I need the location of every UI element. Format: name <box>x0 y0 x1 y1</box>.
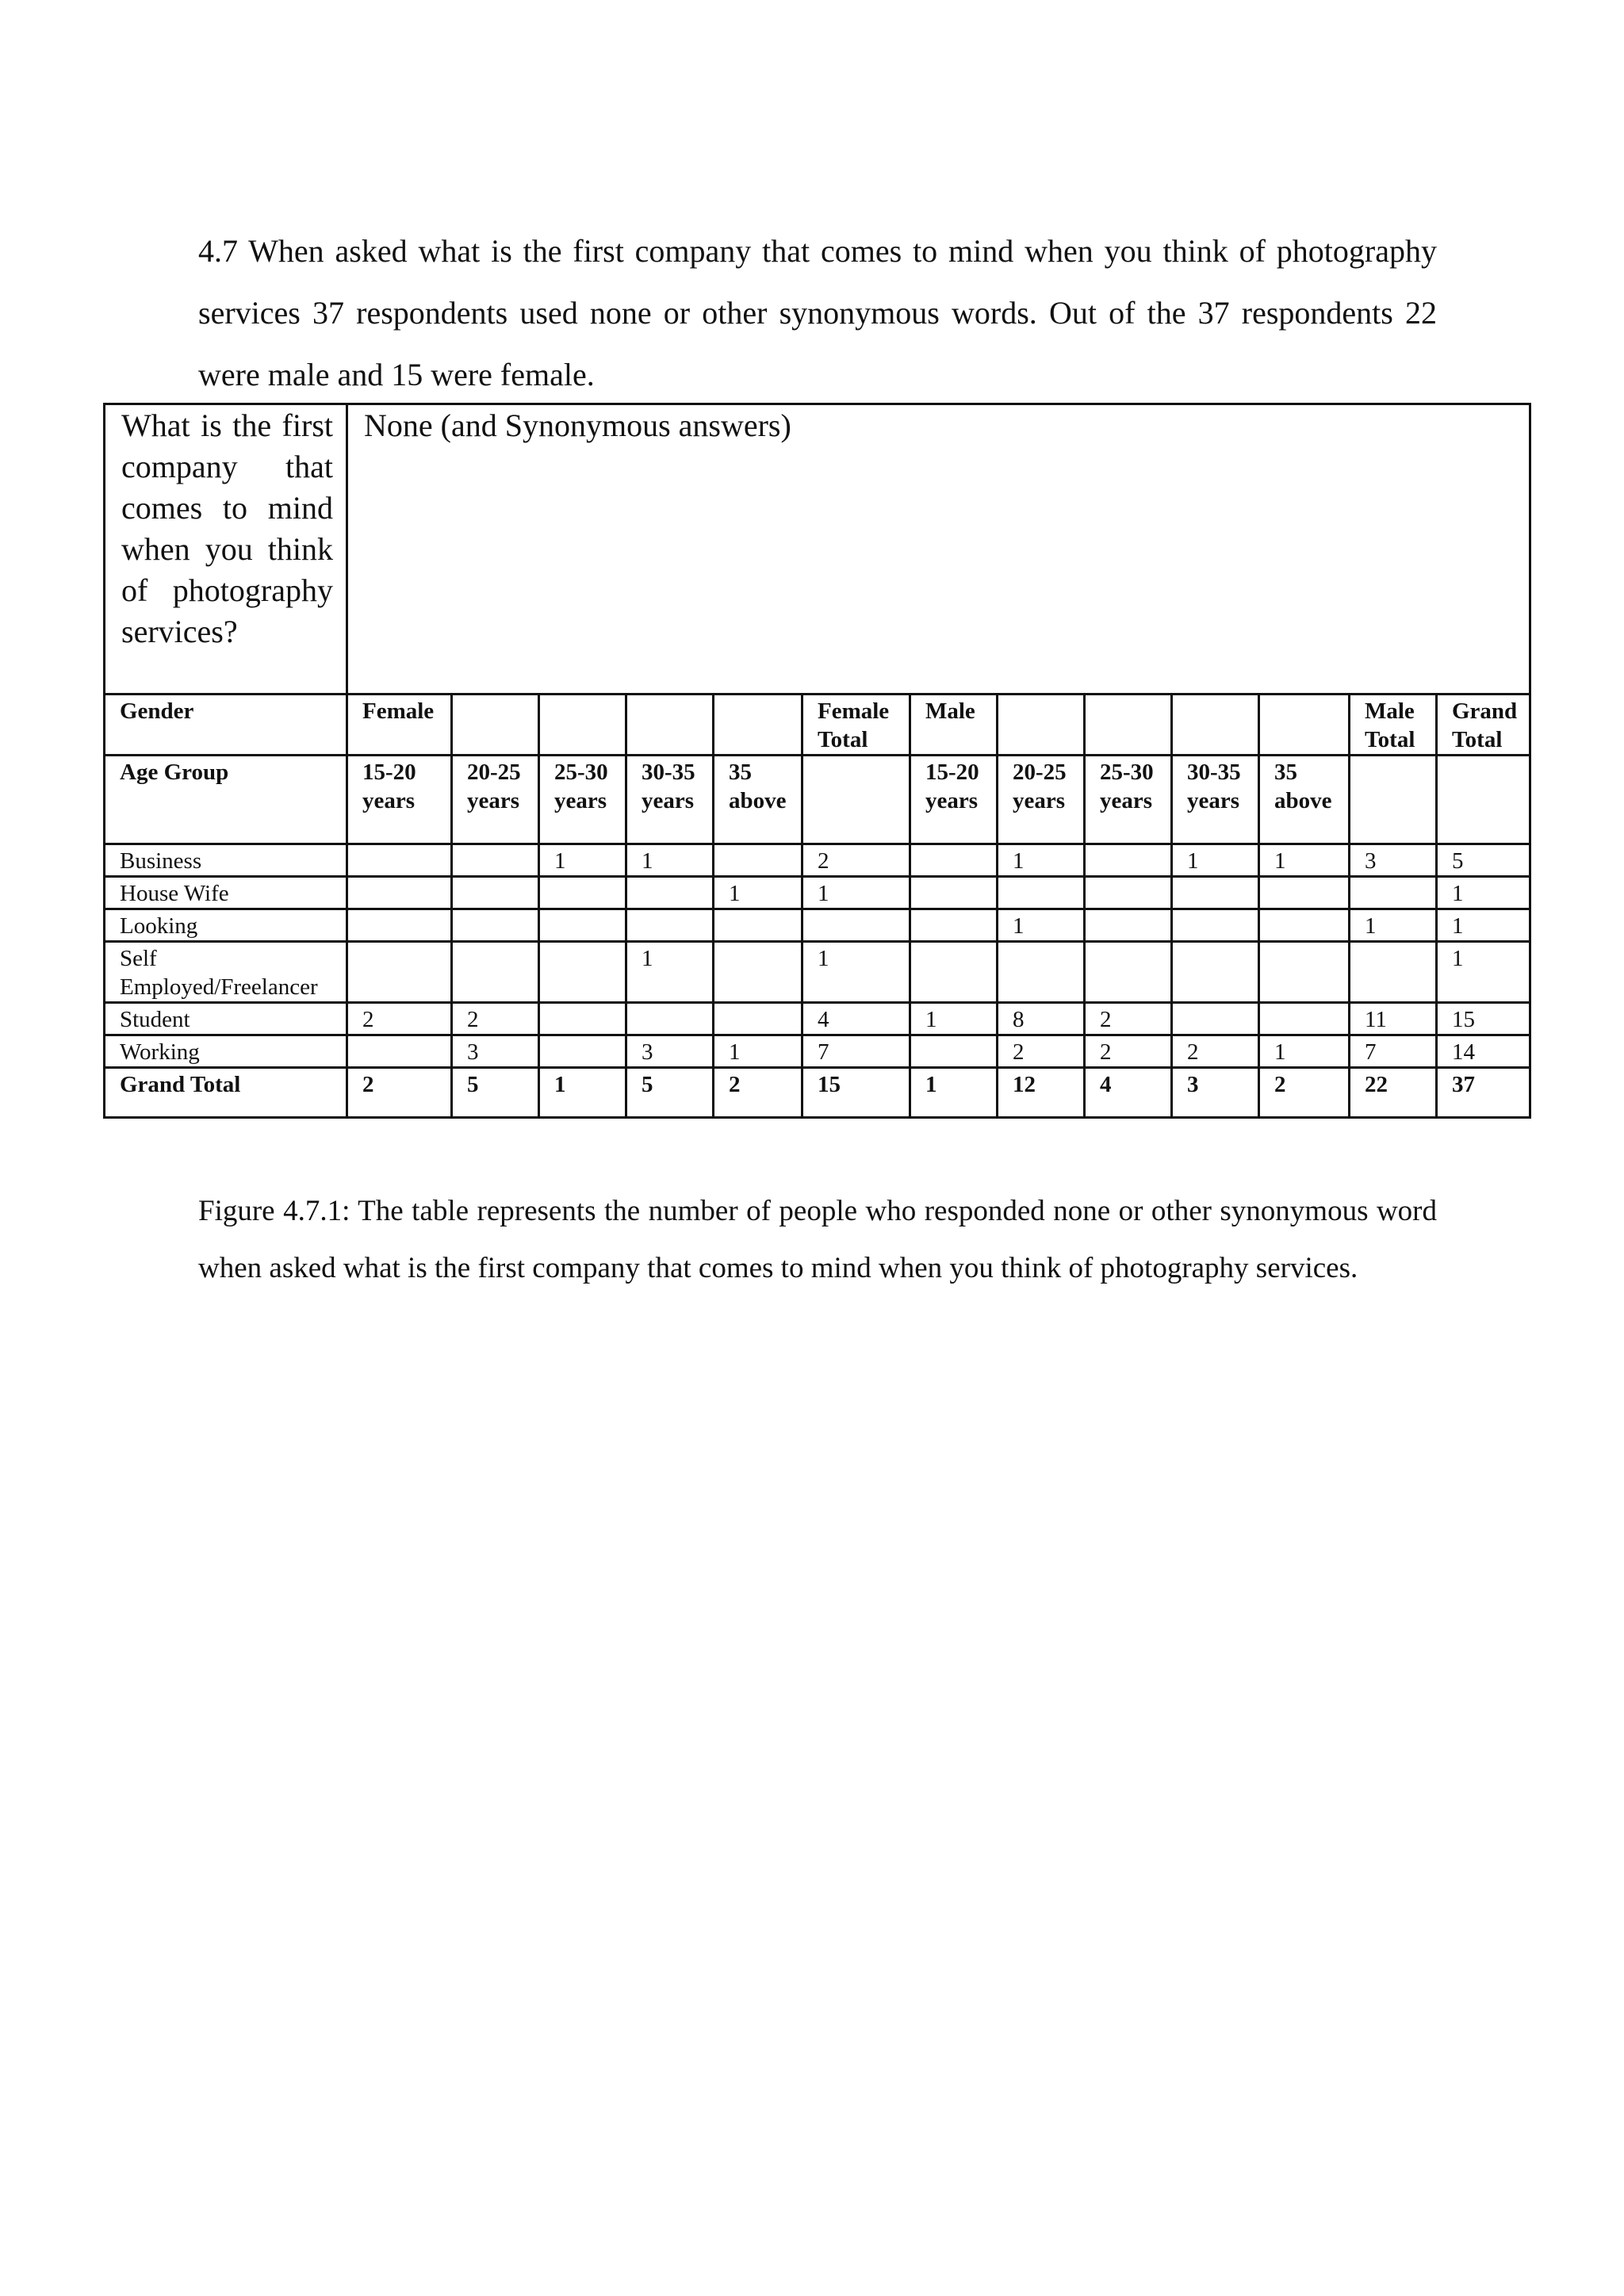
table-cell <box>347 909 452 942</box>
table-row <box>105 1003 1530 1035</box>
table-cell <box>1259 877 1350 909</box>
header-cell: 30-35 years <box>626 756 714 844</box>
header-cell: 35 above <box>714 756 802 844</box>
table-cell: 2 <box>1172 1035 1259 1068</box>
header-cell: Age Group <box>105 756 347 844</box>
row-label: Self Employed/Freelancer <box>105 942 347 1003</box>
table-cell: 1 <box>998 844 1085 877</box>
table-cell: 1 <box>1437 942 1530 1003</box>
table-cell: 3 <box>626 1035 714 1068</box>
figure-caption: Figure 4.7.1: The table represents the number of people who responded none or other synonymous word when asked what is the first company that comes to mind when you think of photography services. <box>198 1195 1437 1284</box>
table-cell <box>910 942 998 1003</box>
gender-header-row <box>105 695 1530 756</box>
header-cell <box>452 695 539 756</box>
total-cell: Grand Total <box>105 1068 347 1118</box>
table-cell: 1 <box>1350 909 1437 942</box>
table-cell <box>626 1003 714 1035</box>
table-cell: 1 <box>1172 844 1259 877</box>
header-cell: 20-25 years <box>452 756 539 844</box>
header-cell <box>802 756 910 844</box>
table-cell: 2 <box>1085 1003 1172 1035</box>
table-cell: 2 <box>452 1003 539 1035</box>
table-cell <box>1350 877 1437 909</box>
table-cell <box>539 942 626 1003</box>
table-cell: 2 <box>347 1003 452 1035</box>
header-cell: 20-25 years <box>998 756 1085 844</box>
total-cell: 2 <box>347 1068 452 1118</box>
header-cell: Gender <box>105 695 347 756</box>
table-cell <box>1259 942 1350 1003</box>
table-cell <box>714 844 802 877</box>
table-cell: 7 <box>1350 1035 1437 1068</box>
table-cell: 1 <box>626 844 714 877</box>
header-cell <box>1350 756 1437 844</box>
table-cell <box>1085 844 1172 877</box>
grand-total-row <box>105 1068 1530 1118</box>
table-cell <box>998 942 1085 1003</box>
age-group-header-row <box>105 756 1530 844</box>
table-cell <box>347 942 452 1003</box>
table-cell <box>539 909 626 942</box>
row-label: Business <box>105 844 347 877</box>
table-cell <box>910 844 998 877</box>
row-label: House Wife <box>105 877 347 909</box>
table-cell: 1 <box>998 909 1085 942</box>
table-cell: 11 <box>1350 1003 1437 1035</box>
total-cell: 3 <box>1172 1068 1259 1118</box>
header-cell <box>1259 695 1350 756</box>
table-cell <box>1259 909 1350 942</box>
table-cell <box>452 942 539 1003</box>
header-cell: Female Total <box>802 695 910 756</box>
table-cell <box>1172 1003 1259 1035</box>
table-cell <box>1172 877 1259 909</box>
row-label: Student <box>105 1003 347 1035</box>
header-cell <box>714 695 802 756</box>
total-cell: 2 <box>714 1068 802 1118</box>
header-cell: 35 above <box>1259 756 1350 844</box>
header-cell: 25-30 years <box>539 756 626 844</box>
table-cell: 3 <box>1350 844 1437 877</box>
table-cell: 1 <box>802 942 910 1003</box>
table-cell: 4 <box>802 1003 910 1035</box>
table-cell <box>626 877 714 909</box>
header-cell <box>1085 695 1172 756</box>
row-label: Working <box>105 1035 347 1068</box>
table-cell: 3 <box>452 1035 539 1068</box>
table-cell <box>714 909 802 942</box>
table-cell <box>802 909 910 942</box>
table-cell <box>714 942 802 1003</box>
table-cell: 1 <box>1259 844 1350 877</box>
table-cell: 2 <box>998 1035 1085 1068</box>
total-cell: 15 <box>802 1068 910 1118</box>
header-cell: 30-35 years <box>1172 756 1259 844</box>
total-cell: 12 <box>998 1068 1085 1118</box>
table-cell <box>910 877 998 909</box>
row-label: Looking <box>105 909 347 942</box>
total-cell: 4 <box>1085 1068 1172 1118</box>
answer-cell: None (and Synonymous answers) <box>347 404 1530 695</box>
table-cell <box>1259 1003 1350 1035</box>
table-cell <box>1350 942 1437 1003</box>
header-cell: Male Total <box>1350 695 1437 756</box>
total-cell: 5 <box>452 1068 539 1118</box>
header-cell <box>998 695 1085 756</box>
table-cell: 15 <box>1437 1003 1530 1035</box>
table-cell <box>452 909 539 942</box>
header-cell: Female <box>347 695 452 756</box>
header-cell <box>1437 756 1530 844</box>
table-cell: 1 <box>1437 877 1530 909</box>
table-row <box>105 844 1530 877</box>
table-row <box>105 877 1530 909</box>
table-cell: 1 <box>1259 1035 1350 1068</box>
table-cell <box>1085 909 1172 942</box>
header-cell <box>1172 695 1259 756</box>
total-cell: 5 <box>626 1068 714 1118</box>
table-cell: 1 <box>802 877 910 909</box>
header-cell <box>626 695 714 756</box>
table-cell <box>347 1035 452 1068</box>
header-cell <box>539 695 626 756</box>
header-cell: 15-20 years <box>347 756 452 844</box>
table-cell: 1 <box>539 844 626 877</box>
table-cell: 2 <box>1085 1035 1172 1068</box>
table-cell <box>347 877 452 909</box>
table-row <box>105 942 1530 1003</box>
table-cell <box>539 1035 626 1068</box>
table-row <box>105 1035 1530 1068</box>
table-cell <box>452 844 539 877</box>
table-cell: 1 <box>626 942 714 1003</box>
table-cell <box>452 877 539 909</box>
table-cell <box>910 1035 998 1068</box>
intro-paragraph: 4.7 When asked what is the first company that comes to mind when you think of photography services 37 respondents used none or other synonymous words. Out of the 37 respondents 22 were male and 15 were female. <box>198 233 1437 392</box>
total-cell: 2 <box>1259 1068 1350 1118</box>
total-cell: 1 <box>539 1068 626 1118</box>
total-cell: 37 <box>1437 1068 1530 1118</box>
table-cell <box>539 1003 626 1035</box>
table-body <box>105 844 1530 1068</box>
table-cell: 8 <box>998 1003 1085 1035</box>
table-cell <box>1172 909 1259 942</box>
table-cell: 1 <box>910 1003 998 1035</box>
table-cell <box>626 909 714 942</box>
table-cell: 1 <box>714 1035 802 1068</box>
table-cell <box>1085 942 1172 1003</box>
table-cell <box>1172 942 1259 1003</box>
header-cell: Male <box>910 695 998 756</box>
table-cell: 1 <box>1437 909 1530 942</box>
table-cell <box>347 844 452 877</box>
question-cell: What is the first company that comes to mind when you think of photography services? <box>105 404 347 695</box>
table-cell <box>714 1003 802 1035</box>
table-cell: 2 <box>802 844 910 877</box>
total-cell: 22 <box>1350 1068 1437 1118</box>
header-cell: Grand Total <box>1437 695 1530 756</box>
table-row <box>105 909 1530 942</box>
responses-table <box>103 403 1531 1119</box>
table-cell <box>1085 877 1172 909</box>
table-cell: 14 <box>1437 1035 1530 1068</box>
total-cell: 1 <box>910 1068 998 1118</box>
table-cell <box>910 909 998 942</box>
table-cell: 1 <box>714 877 802 909</box>
header-cell: 25-30 years <box>1085 756 1172 844</box>
table-cell <box>539 877 626 909</box>
table-cell: 5 <box>1437 844 1530 877</box>
header-cell: 15-20 years <box>910 756 998 844</box>
table-cell <box>998 877 1085 909</box>
table-cell: 7 <box>802 1035 910 1068</box>
